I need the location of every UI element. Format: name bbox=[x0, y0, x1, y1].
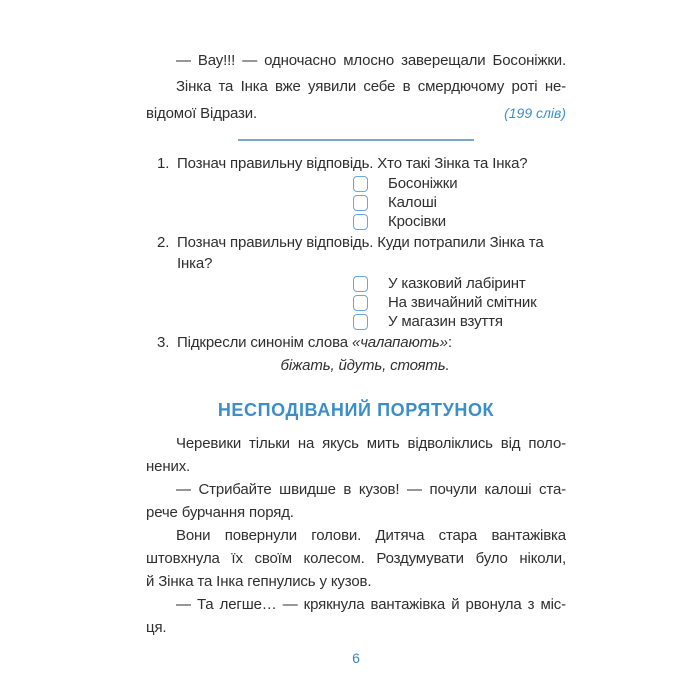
word-count-label: (199 слів) bbox=[504, 105, 566, 121]
choice-row bbox=[353, 274, 566, 293]
reading-passage-ending bbox=[146, 48, 566, 127]
passage-last-line bbox=[146, 100, 566, 127]
question-1 bbox=[146, 153, 566, 174]
question-text-suffix: : bbox=[447, 334, 452, 351]
passage-line: відомої Відрази. bbox=[146, 105, 258, 122]
passage-line: — Вау!!! — одночасно млосно заверещали Босоніжки. bbox=[176, 52, 566, 69]
checkbox[interactable] bbox=[353, 314, 368, 330]
question-2-choices bbox=[353, 274, 566, 331]
choice-label: На звичайний смітник bbox=[388, 294, 537, 311]
story-line: ця. bbox=[146, 619, 167, 636]
choice-row bbox=[353, 193, 566, 212]
checkbox[interactable] bbox=[353, 295, 368, 311]
choice-row bbox=[353, 174, 566, 193]
choice-row bbox=[353, 312, 566, 331]
question-text bbox=[177, 232, 566, 274]
story-line: Черевики тільки на якусь мить відволіклись від поло- bbox=[176, 435, 566, 452]
question-2 bbox=[146, 232, 566, 274]
story-line: Вони повернули голови. Дитяча стара вантажівка bbox=[176, 527, 566, 544]
choice-label: У казковий лабіринт bbox=[388, 275, 526, 292]
choice-row bbox=[353, 293, 566, 312]
quoted-word: «чалапають» bbox=[352, 334, 448, 351]
question-number: 1. bbox=[157, 155, 170, 172]
choice-label: Босоніжки bbox=[388, 175, 458, 192]
question-1-choices bbox=[353, 174, 566, 231]
story-line: нених. bbox=[146, 458, 191, 475]
section-divider bbox=[238, 139, 474, 141]
checkbox[interactable] bbox=[353, 176, 368, 192]
story-line: штовхнула їх своїм колесом. Роздумувати було ніколи, bbox=[146, 550, 566, 567]
passage-line: Зінка та Інка вже уявили себе в смердючому роті не- bbox=[176, 78, 566, 95]
question-text bbox=[177, 332, 566, 353]
checkbox[interactable] bbox=[353, 195, 368, 211]
checkbox[interactable] bbox=[353, 276, 368, 292]
choice-label: У магазин взуття bbox=[388, 313, 503, 330]
page-number: 6 bbox=[352, 650, 360, 666]
synonym-options-line: біжать, йдуть, стоять. bbox=[280, 357, 450, 374]
question-text bbox=[177, 153, 566, 174]
page-content bbox=[146, 0, 566, 667]
story-line: — Та легше… — крякнула вантажівка й рвонула з міс- bbox=[176, 596, 566, 613]
story-line: рече бурчання поряд. bbox=[146, 504, 294, 521]
question-line: Інка? bbox=[177, 255, 213, 272]
choice-label: Кросівки bbox=[388, 213, 446, 230]
question-line: Познач правильну відповідь. Куди потрапили Зінка та bbox=[177, 234, 544, 251]
story-line: й Зінка та Інка гепнулись у кузов. bbox=[146, 573, 372, 590]
question-3 bbox=[146, 332, 566, 353]
choice-row bbox=[353, 212, 566, 231]
story-title: НЕСПОДІВАНИЙ ПОРЯТУНОК bbox=[217, 400, 495, 420]
question-line bbox=[177, 332, 566, 353]
question-text-prefix: Підкресли синонім слова bbox=[177, 334, 352, 351]
checkbox[interactable] bbox=[353, 214, 368, 230]
question-number: 3. bbox=[157, 334, 170, 351]
story-line: — Стрибайте швидше в кузов! — почули калоші ста- bbox=[176, 481, 566, 498]
question-line: Познач правильну відповідь. Хто такі Зінка та Інка? bbox=[177, 155, 528, 172]
choice-label: Калоші bbox=[388, 194, 437, 211]
story-body bbox=[146, 432, 566, 639]
question-number: 2. bbox=[157, 234, 170, 251]
